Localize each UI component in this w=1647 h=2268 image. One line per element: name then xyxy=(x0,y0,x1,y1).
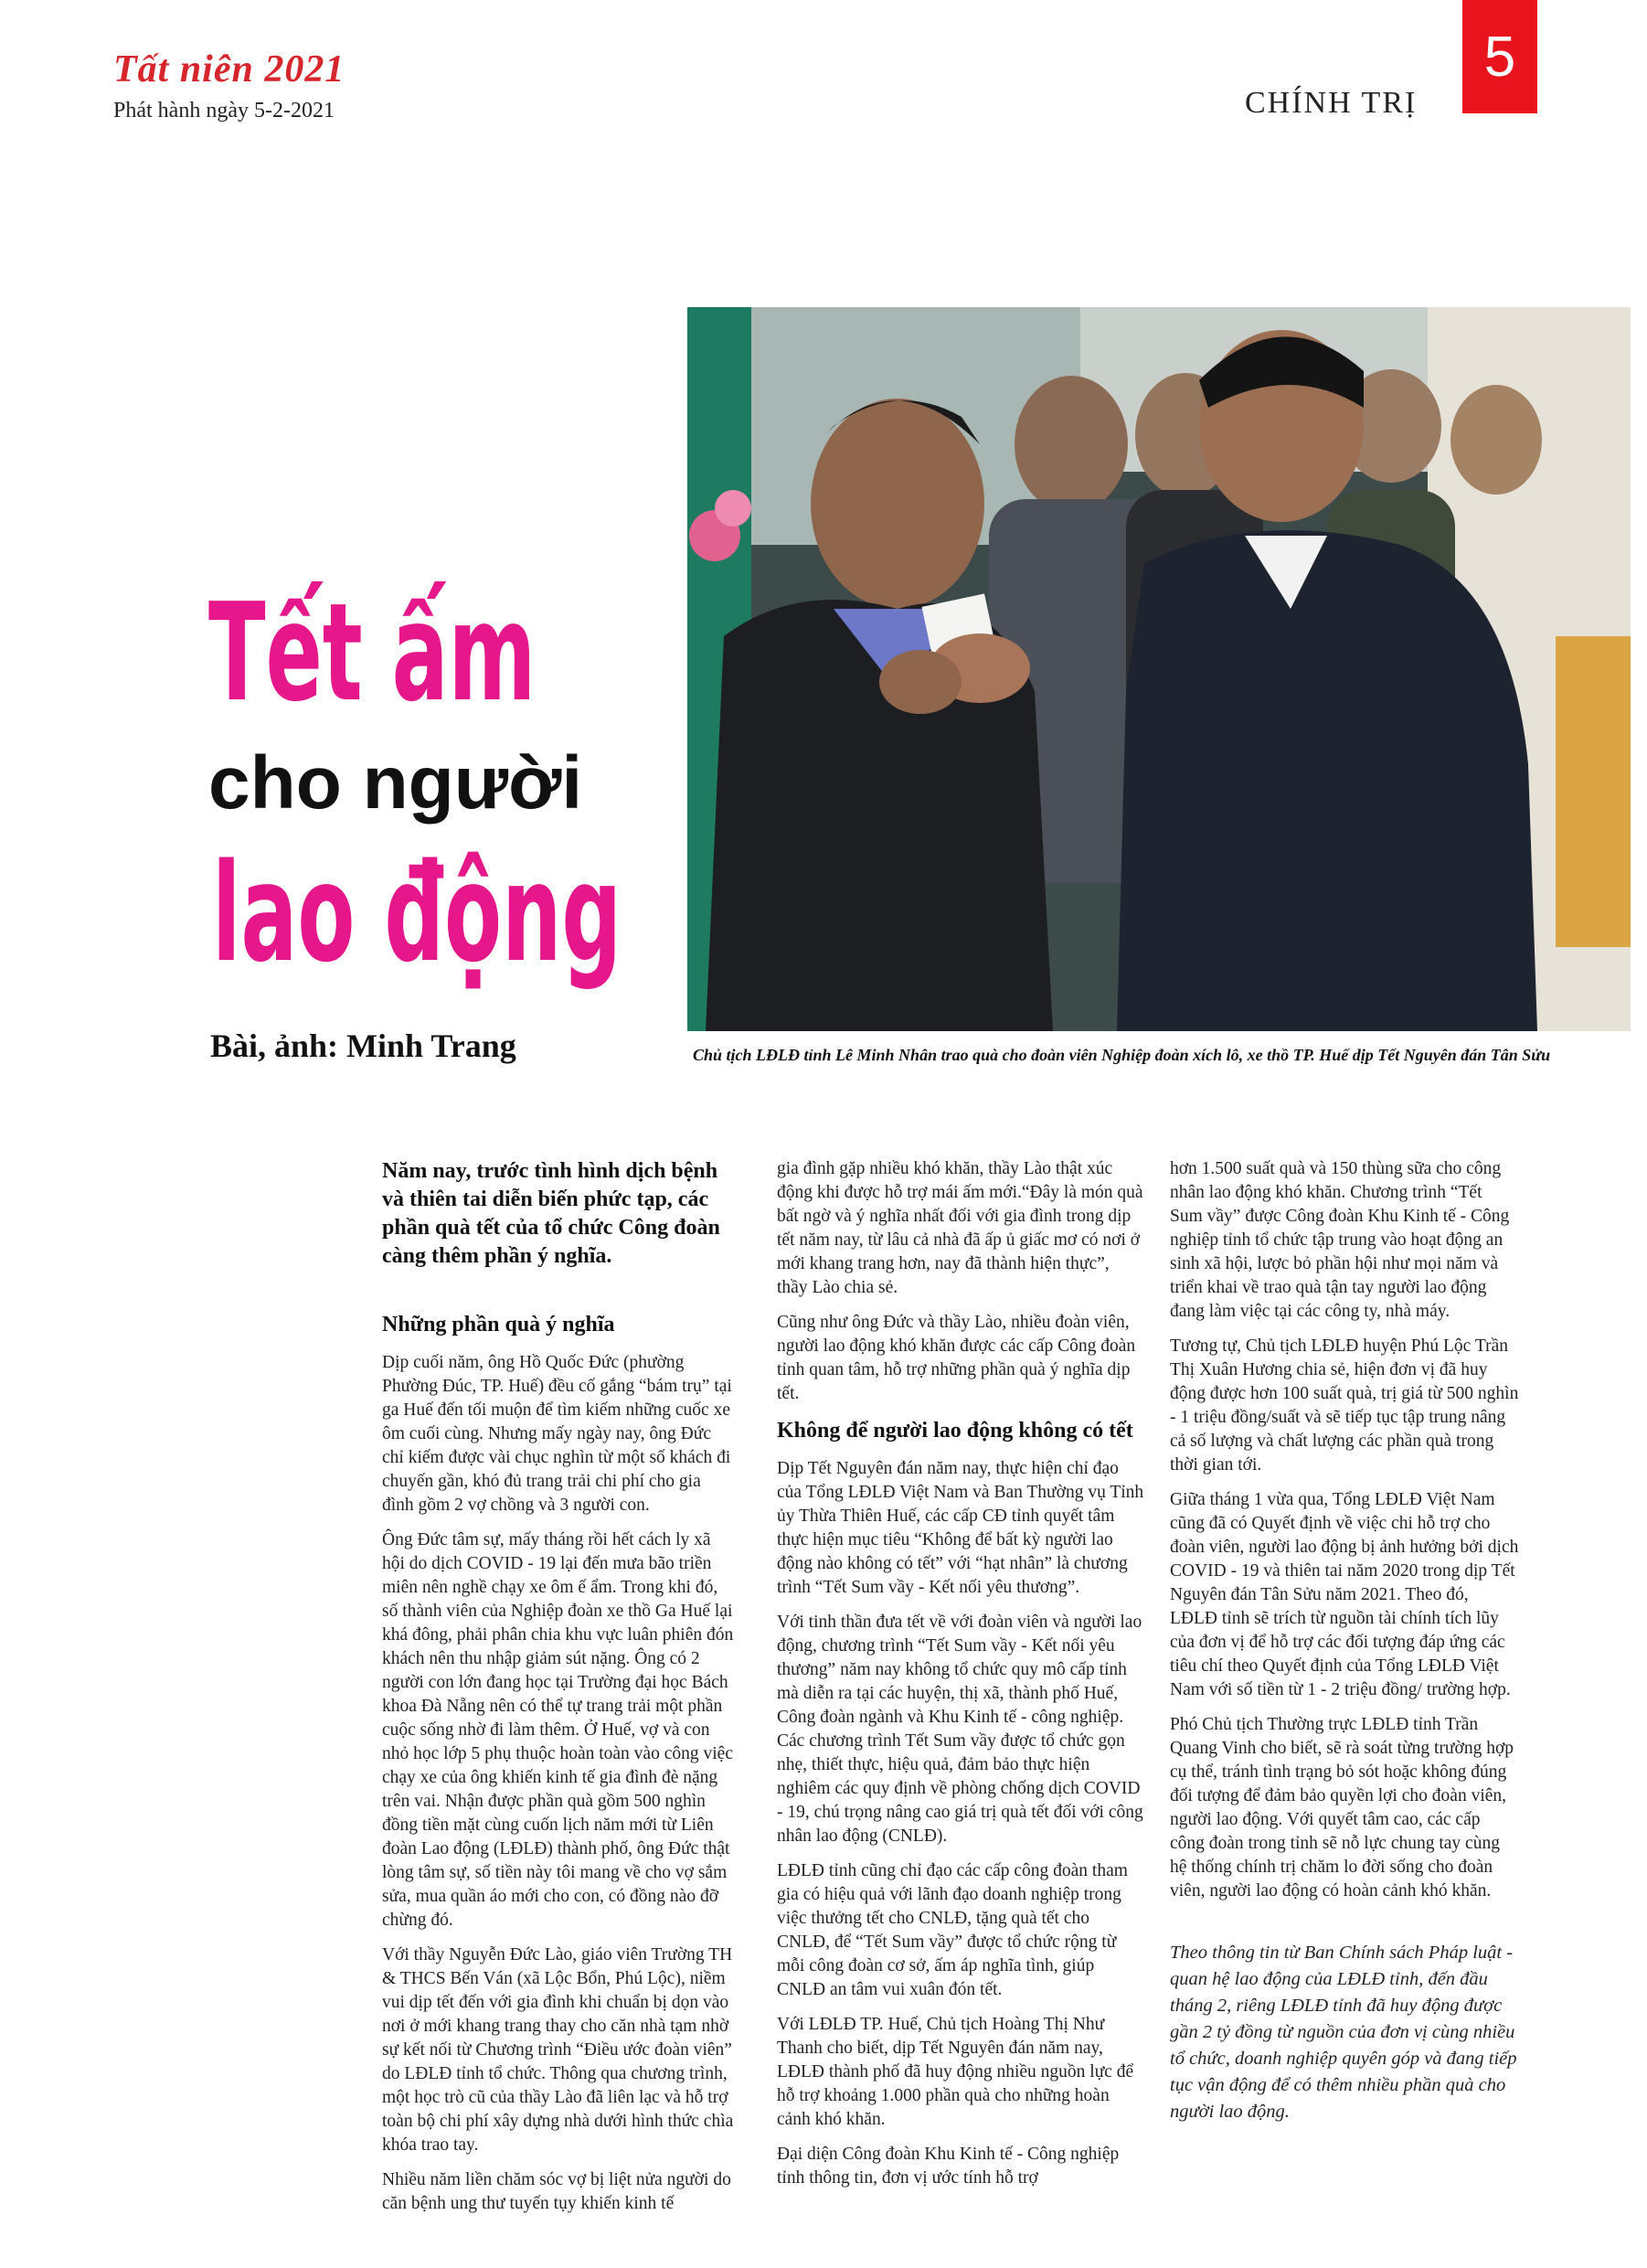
paragraph: Với tinh thần đưa tết về với đoàn viên và người lao động, chương trình “Tết Sum vầy - Kết nối yêu thương” năm nay không tổ chức quy mô cấp tỉnh mà diễn ra tại các huyện, thị xã, thành phố Huế, Công đoàn ngành và Khu Kinh tế - công nghiệp. Các chương trình Tết Sum vầy được tổ chức gọn nhẹ, thiết thực, hiệu quả, đảm bảo thực hiện nghiêm các quy định về phòng chống dịch COVID - 19, chú trọng nâng cao giá trị quà tết đối với công nhân lao động (CNLĐ). xyxy=(777,1613,1143,1846)
headline-line-3: lao động xyxy=(212,835,622,992)
article-column-1 xyxy=(382,1157,735,2227)
paragraph: Ông Đức tâm sự, mấy tháng rồi hết cách ly xã hội do dịch COVID - 19 lại đến mưa bão triền miên nên nghề chạy xe ôm ế ẩm. Trong khi đó, số thành viên của Nghiệp đoàn xe thồ Ga Huế lại khá đông, phải phân chia khu vực luân phiên đón khách nên thu nhập giảm sút nặng. Ông có 2 người con lớn đang học tại Trường đại học Bách khoa Đà Nẵng nên có thể tự trang trải một phần cuộc sống nhờ đi làm thêm. Ở Huế, vợ và con nhỏ học lớp 5 phụ thuộc hoàn toàn vào công việc chạy xe của ông khiến kinh tế gia đình đè nặng trên vai. Nhận được phần quà gồm 500 nghìn đồng tiền mặt cùng cuốn lịch năm mới từ Liên đoàn Lao động (LĐLĐ) thành phố, ông Đức thật lòng tâm sự, số tiền này tôi mang về cho vợ sắm sửa, mua quần áo mới cho con, có đồng nào đỡ chừng đó. xyxy=(382,1530,734,1930)
paragraph: Giữa tháng 1 vừa qua, Tổng LĐLĐ Việt Nam cũng đã có Quyết định về việc chi hỗ trợ cho đoàn viên, người lao động bị ảnh hưởng bởi dịch COVID - 19 và thiên tai năm 2020 trong dịp Tết Nguyên đán Tân Sửu năm 2021. Theo đó, LĐLĐ tỉnh sẽ trích từ nguồn tài chính tích lũy của đơn vị để hỗ trợ các đối tượng đáp ứng các tiêu chí theo Quyết định của Tổng LĐLĐ Việt Nam với số tiền từ 1 - 2 triệu đồng/ trường hợp. xyxy=(1170,1490,1519,1699)
paragraph: Dịp cuối năm, ông Hồ Quốc Đức (phường Phường Đúc, TP. Huế) đều cố gắng “bám trụ” tại ga Huế đến tối muộn để tìm kiếm những cuốc xe ôm cuối cùng. Nhưng mấy ngày nay, ông Đức chỉ kiếm được vài chục nghìn từ một số khách đi chuyến gần, khó đủ trang trải chi phí cho gia đình gồm 2 vợ chồng và 3 người con. xyxy=(382,1353,732,1515)
paragraph: Với LĐLĐ TP. Huế, Chủ tịch Hoàng Thị Như Thanh cho biết, dịp Tết Nguyên đán năm nay, LĐLĐ thành phố đã huy động nhiều nguồn lực để hỗ trợ khoảng 1.000 phần quà cho những hoàn cảnh khó khăn. xyxy=(777,2015,1134,2129)
issue-date: Phát hành ngày 5-2-2021 xyxy=(113,99,335,122)
subhead-no-worker-without-tet: Không để người lao động không có tết xyxy=(777,1419,1133,1443)
paragraph: hơn 1.500 suất quà và 150 thùng sữa cho công nhân lao động khó khăn. Chương trình “Tết Sum vầy” được Công đoàn Khu Kinh tế - Công nghiệp tỉnh tổ chức tập trung vào hoạt động an sinh xã hội, lược bỏ phần hội như mọi năm và triển khai về trao quà tận tay người lao động đang làm việc tại các công ty, nhà máy. xyxy=(1170,1159,1510,1321)
headline-line-1: Tết ấm xyxy=(208,574,537,731)
headline-line-2: cho người xyxy=(208,741,583,825)
photo-illustration xyxy=(687,307,1631,1031)
article-lead: Năm nay, trước tình hình dịch bệnh và thiên tai diễn biến phức tạp, các phần quà tết của tổ chức Công đoàn càng thêm phần ý nghĩa. xyxy=(382,1159,720,1268)
article-photo xyxy=(687,307,1631,1031)
info-note: Theo thông tin từ Ban Chính sách Pháp luật - quan hệ lao động của LĐLĐ tỉnh, đến đầu tháng 2, riêng LĐLĐ tỉnh đã huy động được gần 2 tỷ đồng từ nguồn của đơn vị cùng nhiều tổ chức, doanh nghiệp quyên góp và đang tiếp tục vận động để có thêm nhiều phần quà cho người lao động. xyxy=(1170,1943,1517,2122)
paragraph: Dịp Tết Nguyên đán năm nay, thực hiện chỉ đạo của Tổng LĐLĐ Việt Nam và Ban Thường vụ Tỉnh ủy Thừa Thiên Huế, các cấp CĐ tỉnh quyết tâm thực hiện mục tiêu “Không để bất kỳ người lao động nào không có tết” với “hạt nhân” là chương trình “Tết Sum vầy - Kết nối yêu thương”. xyxy=(777,1459,1144,1597)
paragraph: LĐLĐ tỉnh cũng chỉ đạo các cấp công đoàn tham gia có hiệu quả với lãnh đạo doanh nghiệp trong việc thưởng tết cho CNLĐ, tặng quà tết cho CNLĐ, để “Tết Sum vầy” được tổ chức rộng từ mỗi công đoàn cơ sở, ấm áp nghĩa tình, giúp CNLĐ an tâm vui xuân đón tết. xyxy=(777,1861,1128,1999)
section-name: CHÍNH TRỊ xyxy=(1245,86,1418,120)
photo-caption: Chủ tịch LĐLĐ tỉnh Lê Minh Nhân trao quà cho đoàn viên Nghiệp đoàn xích lô, xe thồ TP. Huế dịp Tết Nguyên đán Tân Sửu xyxy=(693,1046,1551,1064)
paragraph: Với thầy Nguyễn Đức Lào, giáo viên Trường TH & THCS Bến Ván (xã Lộc Bổn, Phú Lộc), niềm vui dịp tết đến với gia đình khi chuẩn bị dọn vào nơi ở mới khang trang thay cho căn nhà tạm nhờ sự kết nối từ Chương trình “Điều ước đoàn viên” do LĐLĐ tỉnh tổ chức. Thông qua chương trình, một học trò cũ của thầy Lào đã liên lạc và hỗ trợ toàn bộ chi phí xây dựng nhà dưới hình thức chìa khóa trao tay. xyxy=(382,1945,734,2155)
subhead-gifts: Những phần quà ý nghĩa xyxy=(382,1313,615,1336)
paragraph: Nhiều năm liền chăm sóc vợ bị liệt nửa người do căn bệnh ung thư tuyến tụy khiến kinh tế xyxy=(382,2170,731,2213)
paragraph: Cũng như ông Đức và thầy Lào, nhiều đoàn viên, người lao động khó khăn được các cấp Công đoàn tỉnh quan tâm, hỗ trợ những phần quà ý nghĩa dịp tết. xyxy=(777,1313,1136,1403)
paragraph: Tương tự, Chủ tịch LĐLĐ huyện Phú Lộc Trần Thị Xuân Hương chia sẻ, hiện đơn vị đã huy động được hơn 100 suất quà, trị giá từ 500 nghìn - 1 triệu đồng/suất và sẽ tiếp tục tập trung nâng cả số lượng và chất lượng các phần quà trong thời gian tới. xyxy=(1170,1336,1519,1475)
masthead-title: Tất niên 2021 xyxy=(113,48,345,91)
paragraph: gia đình gặp nhiều khó khăn, thầy Lào thật xúc động khi được hỗ trợ mái ấm mới.“Đây là món quà bất ngờ và ý nghĩa nhất đối với gia đình trong dịp tết năm nay, từ lâu cả nhà đã ấp ủ giấc mơ có nơi ở mới khang trang hơn, nay đã thành hiện thực”, thầy Lào chia sẻ. xyxy=(777,1159,1143,1297)
article-column-3 xyxy=(1170,1157,1519,2136)
byline: Bài, ảnh: Minh Trang xyxy=(210,1028,516,1064)
paragraph: Đại diện Công đoàn Khu Kinh tế - Công nghiệp tỉnh thông tin, đơn vị ước tính hỗ trợ xyxy=(777,2145,1120,2188)
paragraph: Phó Chủ tịch Thường trực LĐLĐ tỉnh Trần Quang Vinh cho biết, sẽ rà soát từng trường hợp cụ thể, tránh tình trạng bỏ sót hoặc không đúng đối tượng để đảm bảo quyền lợi cho đoàn viên, người lao động. Với quyết tâm cao, các cấp công đoàn trong tỉnh sẽ nỗ lực chung tay cùng hệ thống chính trị chăm lo đời sống cho đoàn viên, người lao động có hoàn cảnh khó khăn. xyxy=(1170,1715,1514,1901)
page-number-badge: 5 xyxy=(1462,0,1537,113)
article-column-2 xyxy=(777,1157,1144,2201)
